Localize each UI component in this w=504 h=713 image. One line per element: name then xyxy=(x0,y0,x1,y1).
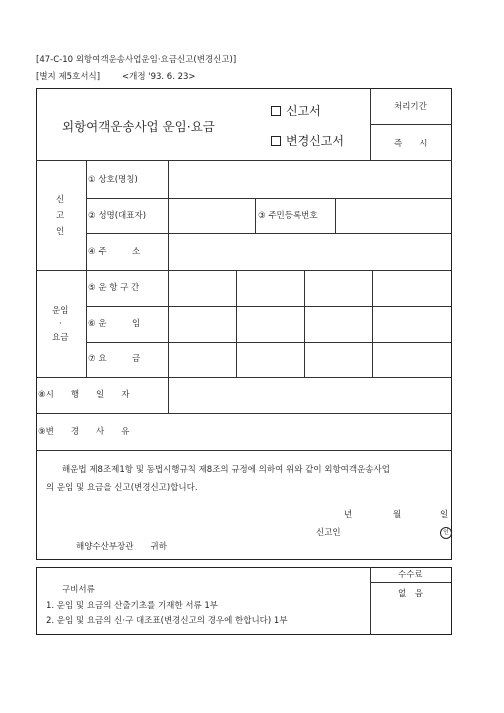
representative-field[interactable] xyxy=(170,200,253,231)
recipient: 해양수산부장관 귀하 xyxy=(76,542,167,552)
attachment-item-1: 1. 운임 및 요금의 산출기초를 기재한 서류 1부 xyxy=(46,601,219,611)
seal-icon: 인 xyxy=(440,527,452,539)
trade-name-label: ① 상호(명칭) xyxy=(88,175,138,185)
divider xyxy=(86,160,87,377)
divider xyxy=(372,270,373,377)
form-number: [별지 제5호서식] xyxy=(36,72,101,82)
processing-value: 즉 시 xyxy=(394,139,428,149)
address-field[interactable] xyxy=(170,235,450,268)
resident-no-field[interactable] xyxy=(337,200,450,231)
divider xyxy=(36,160,452,161)
charge-label: ⑦ 요 금 xyxy=(88,354,141,364)
divider xyxy=(370,88,371,160)
divider xyxy=(36,270,452,271)
form-id: [47-C-10 외항여객운송사업운임·요금신고(변경신고)] xyxy=(36,55,237,65)
processing-label: 처리기간 xyxy=(394,102,427,112)
applicant-label: 신고인 xyxy=(316,528,341,538)
fee-value: 없 음 xyxy=(398,589,423,599)
month-label: 월 xyxy=(393,510,402,520)
divider xyxy=(86,198,452,199)
trade-name-field[interactable] xyxy=(170,162,450,196)
resident-no-label: ③ 주민등록번호 xyxy=(258,211,318,221)
address-label: ④ 주 소 xyxy=(88,247,141,257)
divider xyxy=(370,124,452,125)
route-label: ⑤ 운 항 구 간 xyxy=(88,283,140,293)
divider xyxy=(36,450,452,451)
declaration-line-1: 해운법 제8조제1항 및 동법시행규칙 제8조의 규정에 의하여 위와 같이 외항여객운송사업 xyxy=(62,465,390,475)
year-label: 년 xyxy=(344,510,353,520)
fare-label: ⑥ 운 임 xyxy=(88,319,141,329)
divider xyxy=(168,160,169,413)
divider xyxy=(370,582,452,583)
form-title: 외항여객운송사업 운임·요금 xyxy=(62,119,215,134)
checkbox-icon[interactable] xyxy=(271,106,281,116)
effective-date-field[interactable] xyxy=(170,379,450,411)
divider xyxy=(86,342,452,343)
attachment-item-2: 2. 운임 및 요금의 신·구 대조표(변경신고의 경우에 한합니다) 1부 xyxy=(46,616,288,626)
divider xyxy=(36,377,452,378)
reporter-label-2: 고 xyxy=(56,211,65,221)
fares-label-2: · xyxy=(59,319,62,329)
checkbox-icon[interactable] xyxy=(271,136,281,146)
reporter-label-3: 인 xyxy=(56,227,65,237)
day-label: 일 xyxy=(440,510,449,520)
option-report[interactable]: 신고서 xyxy=(271,105,321,117)
option-change[interactable]: 변경신고서 xyxy=(271,135,344,147)
representative-label: ② 성명(대표자) xyxy=(88,211,147,221)
divider xyxy=(86,306,452,307)
divider xyxy=(304,270,305,377)
divider xyxy=(370,567,371,635)
change-reason-label: ⑨변 경 사 유 xyxy=(38,427,130,437)
divider xyxy=(335,198,336,233)
divider xyxy=(86,233,452,234)
fares-label-3: 요금 xyxy=(52,333,69,343)
fares-label-1: 운임 xyxy=(52,306,69,316)
divider xyxy=(255,198,256,233)
attachments-title: 구비서류 xyxy=(62,585,95,595)
fee-label: 수수료 xyxy=(398,570,423,580)
change-reason-field[interactable] xyxy=(170,415,450,448)
reporter-label-1: 신 xyxy=(56,195,65,205)
divider xyxy=(236,270,237,377)
revision-date: <개정 '93. 6. 23> xyxy=(122,72,196,82)
divider xyxy=(36,413,452,414)
effective-date-label: ⑧시 행 일 자 xyxy=(38,390,130,400)
declaration-line-2: 의 운임 및 요금을 신고(변경신고)합니다. xyxy=(46,483,198,493)
